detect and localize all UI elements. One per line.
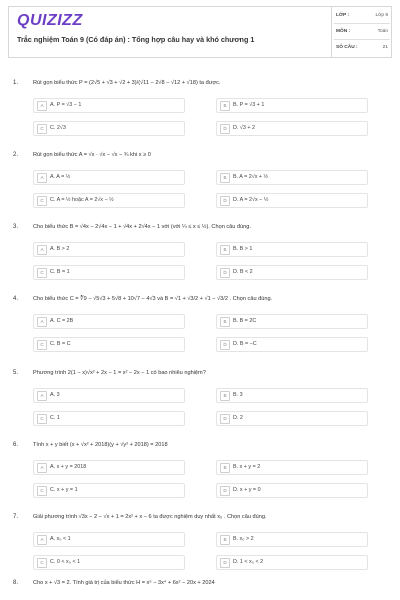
option-letter-badge: C (37, 124, 47, 134)
option-text: A. A = ½ (50, 174, 71, 180)
option-text: A. x₀ < 1 (50, 536, 71, 542)
answer-option-b[interactable] (216, 532, 368, 547)
option-letter-badge: C (37, 268, 47, 278)
question-number: 2. (13, 152, 19, 158)
answer-option-c[interactable] (33, 193, 185, 208)
option-letter-badge: C (37, 486, 47, 496)
option-text: D. B = −C (233, 341, 257, 347)
option-text: B. P = √3 + 1 (233, 102, 265, 108)
question-number: 7. (13, 514, 19, 520)
meta-info-box: LỚP : Lớp 9 MÔN : Toán SỐ CÂU : 21 (331, 7, 392, 57)
option-letter-badge: A (37, 173, 47, 183)
option-text: C. B = C (50, 341, 71, 347)
option-letter-badge: C (37, 196, 47, 206)
option-text: A. B > 2 (50, 246, 70, 252)
option-letter-badge: A (37, 463, 47, 473)
option-letter-badge: B (220, 391, 230, 401)
answer-option-a[interactable] (33, 170, 185, 185)
option-letter-badge: B (220, 173, 230, 183)
answer-option-c[interactable] (33, 483, 185, 498)
option-text: A. 3 (50, 392, 60, 398)
option-text: D. x + y = 0 (233, 487, 261, 493)
option-text: D. A = 2√x − ½ (233, 197, 269, 203)
question-text: Rút gọn biểu thức P = (2√5 + √3 + √2 + 3)/(√11 − 2√8 − √12 + √18) ta được. (33, 80, 221, 86)
option-letter-badge: A (37, 245, 47, 255)
answer-option-b[interactable] (216, 242, 368, 257)
answer-option-c[interactable] (33, 121, 185, 136)
answer-option-b[interactable] (216, 314, 368, 329)
question-text: Cho biểu thức B = √4x − 2√4x − 1 + √4x + 2√4x − 1 với (với ¼ ≤ x ≤ ½). Chọn câu đúng. (33, 224, 251, 230)
option-letter-badge: D (220, 558, 230, 568)
option-letter-badge: C (37, 558, 47, 568)
option-text: A. x + y = 2018 (50, 464, 87, 470)
option-text: B. 3 (233, 392, 243, 398)
option-text: D. 1 < x₀ < 2 (233, 559, 264, 565)
option-letter-badge: A (37, 317, 47, 327)
option-text: B. x₀ > 2 (233, 536, 254, 542)
option-text: B. A = 2√x + ½ (233, 174, 269, 180)
option-letter-badge: A (37, 535, 47, 545)
document-header (8, 6, 392, 58)
answer-option-c[interactable] (33, 411, 185, 426)
answer-option-c[interactable] (33, 265, 185, 280)
answer-option-d[interactable] (216, 193, 368, 208)
question-text: Giải phương trình √3x − 2 − √x + 1 = 2x² + x − 6 ta được nghiệm duy nhất x₀ . Chọn câu đúng. (33, 514, 267, 520)
option-text: D. B < 2 (233, 269, 253, 275)
answer-option-c[interactable] (33, 555, 185, 570)
option-letter-badge: C (37, 414, 47, 424)
option-letter-badge: A (37, 391, 47, 401)
answer-option-d[interactable] (216, 337, 368, 352)
option-letter-badge: D (220, 340, 230, 350)
option-letter-badge: B (220, 317, 230, 327)
option-letter-badge: A (37, 101, 47, 111)
option-text: C. x + y = 1 (50, 487, 78, 493)
answer-option-b[interactable] (216, 98, 368, 113)
answer-option-c[interactable] (33, 337, 185, 352)
option-text: C. 0 < x₀ < 1 (50, 559, 81, 565)
option-letter-badge: C (37, 340, 47, 350)
option-letter-badge: D (220, 196, 230, 206)
question-number: 3. (13, 224, 19, 230)
answer-option-a[interactable] (33, 532, 185, 547)
answer-option-b[interactable] (216, 170, 368, 185)
answer-option-d[interactable] (216, 483, 368, 498)
option-text: C. A = ½ hoặc A = 2√x − ½ (50, 197, 114, 203)
option-letter-badge: B (220, 101, 230, 111)
option-letter-badge: B (220, 245, 230, 255)
option-letter-badge: D (220, 268, 230, 278)
question-text: Rút gọn biểu thức A = √x · √x − √x − ¾ khi x ≥ 0 (33, 152, 151, 158)
question-number: 5. (13, 370, 19, 376)
answer-option-a[interactable] (33, 314, 185, 329)
question-text: Phương trình 2(1 − x)√x² + 2x − 1 = x² − 2x − 1 có bao nhiêu nghiệm? (33, 370, 206, 376)
quizizz-logo: QUIZIZZ (17, 12, 83, 29)
question-text: Cho biểu thức C = ∛9 − √5√3 + 5√8 + 10√7 − 4√3 và B = √1 + √3/2 + √1 − √3/2 . Chọn câu đúng. (33, 296, 273, 302)
option-text: B. x + y = 2 (233, 464, 261, 470)
option-letter-badge: B (220, 535, 230, 545)
option-text: A. P = √3 − 1 (50, 102, 82, 108)
option-text: C. B = 1 (50, 269, 70, 275)
option-text: B. B > 1 (233, 246, 253, 252)
question-text: Cho x + √3 = 2. Tính giá trị của biểu thức H = x⁵ − 3x⁴ + 6x² − 20x + 2024 (33, 580, 215, 586)
option-text: D. 2 (233, 415, 243, 421)
answer-option-d[interactable] (216, 265, 368, 280)
question-text: Tính x + y biết (x + √x² + 2018)(y + √y² + 2018) = 2018 (33, 442, 168, 448)
answer-option-b[interactable] (216, 460, 368, 475)
option-text: C. 2√3 (50, 125, 66, 131)
question-number: 4. (13, 296, 19, 302)
question-number: 8. (13, 580, 19, 586)
option-letter-badge: D (220, 486, 230, 496)
answer-option-b[interactable] (216, 388, 368, 403)
page-title: Trắc nghiệm Toán 9 (Có đáp án) : Tổng hợp câu hay và khó chương 1 (17, 35, 255, 44)
question-number: 6. (13, 442, 19, 448)
answer-option-a[interactable] (33, 460, 185, 475)
answer-option-d[interactable] (216, 555, 368, 570)
question-number: 1. (13, 80, 19, 86)
option-letter-badge: D (220, 414, 230, 424)
option-letter-badge: D (220, 124, 230, 134)
option-text: A. C = 2B (50, 318, 74, 324)
option-letter-badge: B (220, 463, 230, 473)
answer-option-a[interactable] (33, 242, 185, 257)
answer-option-d[interactable] (216, 411, 368, 426)
option-text: C. 1 (50, 415, 60, 421)
option-text: D. √3 + 2 (233, 125, 255, 131)
answer-option-a[interactable] (33, 388, 185, 403)
answer-option-d[interactable] (216, 121, 368, 136)
option-text: B. B = 2C (233, 318, 257, 324)
answer-option-a[interactable] (33, 98, 185, 113)
